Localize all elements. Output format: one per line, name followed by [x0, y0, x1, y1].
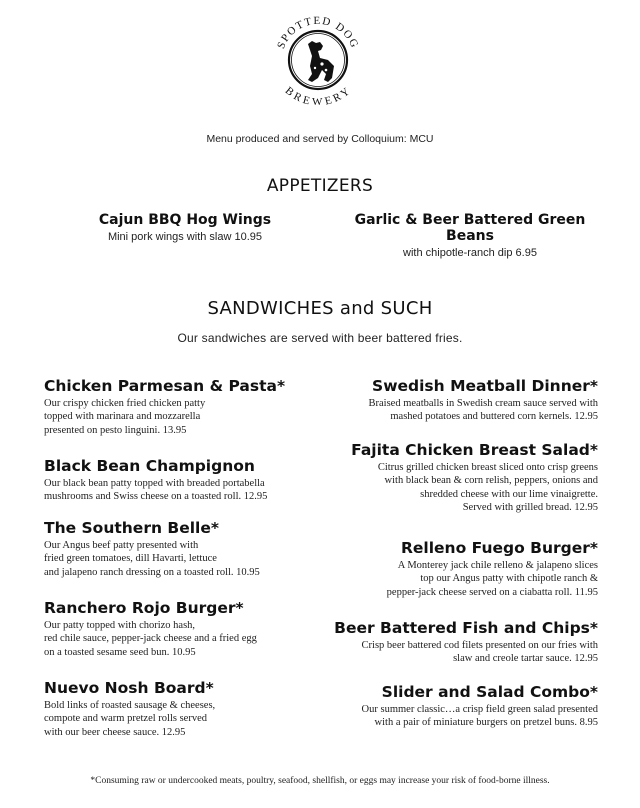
appetizer-name: Garlic & Beer Battered Green Beans: [354, 212, 586, 244]
desc-line: with a pair of miniature burgers on pretzel buns. 8.95: [374, 717, 598, 729]
menu-item-desc: [308, 397, 598, 424]
desc-line: Our summer classic…a crisp field green salad presented: [361, 704, 598, 715]
menu-item: [308, 440, 598, 514]
desc-line: Braised meatballs in Swedish cream sauce served with: [368, 398, 598, 409]
menu-item-desc: [44, 539, 334, 579]
logo-bottom-text: BREWERY: [282, 84, 354, 108]
dog-icon: [308, 41, 334, 82]
menu-item-desc: [44, 397, 334, 437]
appetizer-desc: Mini pork wings with slaw 10.95: [107, 231, 263, 243]
logo-top-text: SPOTTED DOG: [275, 14, 361, 51]
desc-line: mushrooms and Swiss cheese on a toasted roll. 12.95: [44, 491, 268, 503]
appetizer-item: [60, 212, 310, 243]
menu-item: [44, 678, 334, 739]
menu-item-name: Chicken Parmesan & Pasta*: [44, 377, 286, 395]
desc-line: topped with marinara and mozzarella: [44, 411, 201, 423]
menu-item-name: Slider and Salad Combo*: [381, 683, 598, 701]
desc-line: Our black bean patty topped with breaded portabella: [44, 478, 265, 489]
desc-line: with our beer cheese sauce. 12.95: [44, 726, 186, 738]
menu-item-desc: [308, 639, 598, 666]
menu-item: [308, 376, 598, 424]
appetizers-title: APPETIZERS: [266, 176, 374, 196]
desc-line: Our patty topped with chorizo hash,: [44, 620, 196, 631]
desc-line: red chile sauce, pepper-jack cheese and a fried egg: [44, 633, 257, 645]
produced-by-credit: Menu produced and served by Colloquium: MCU: [206, 133, 434, 145]
appetizer-item: [335, 212, 605, 259]
menu-item: [44, 456, 334, 504]
menu-item: [44, 376, 334, 437]
desc-line: compote and warm pretzel rolls served: [44, 713, 207, 725]
menu-item: [308, 538, 598, 599]
appetizer-desc: with chipotle-ranch dip 6.95: [403, 247, 537, 259]
sandwiches-title: SANDWICHES and SUCH: [207, 298, 433, 319]
spotted-dog-brewery-logo: [268, 8, 368, 108]
desc-line: fried green tomatoes, dill Havarti, lettuce: [44, 553, 217, 565]
menu-item-name: Fajita Chicken Breast Salad*: [351, 441, 598, 459]
menu-item: [308, 682, 598, 730]
menu-item-name: The Southern Belle*: [44, 519, 219, 537]
menu-item-name: Beer Battered Fish and Chips*: [334, 619, 598, 637]
desc-line: slaw and creole tartar sauce. 12.95: [453, 653, 598, 665]
desc-line: Crisp beer battered cod filets presented on our fries with: [361, 640, 598, 651]
desc-line: Served with grilled bread. 12.95: [462, 501, 598, 513]
menu-item: [308, 618, 598, 666]
menu-item: [44, 598, 334, 659]
desc-line: shredded cheese with our lime vinaigrette.: [420, 488, 598, 500]
menu-item-desc: [308, 461, 598, 514]
menu-item-name: Relleno Fuego Burger*: [400, 539, 598, 557]
menu-item-desc: [44, 699, 334, 739]
desc-line: Bold links of roasted sausage & cheeses,: [44, 700, 216, 711]
menu-item-desc: [44, 619, 334, 659]
menu-item-desc: [308, 703, 598, 730]
menu-item-name: Nuevo Nosh Board*: [44, 679, 214, 697]
menu-item-desc: [44, 477, 334, 504]
desc-line: A Monterey jack chile relleno & jalapeno slices: [397, 560, 598, 571]
sandwiches-subtitle: Our sandwiches are served with beer battered fries.: [177, 331, 463, 345]
food-safety-disclaimer: *Consuming raw or undercooked meats, poultry, seafood, shellfish, or eggs may increase your risk of food-borne illness.: [90, 776, 550, 786]
desc-line: Our crispy chicken fried chicken patty: [44, 398, 206, 409]
desc-line: and jalapeno ranch dressing on a toasted roll. 10.95: [44, 566, 260, 578]
menu-item: [44, 518, 334, 579]
appetizer-name: Cajun BBQ Hog Wings: [98, 212, 272, 228]
menu-item-name: Ranchero Rojo Burger*: [44, 599, 244, 617]
desc-line: Our Angus beef patty presented with: [44, 540, 199, 551]
desc-line: mashed potatoes and buttered corn kernels. 12.95: [390, 411, 598, 423]
desc-line: presented on pesto linguini. 13.95: [44, 424, 187, 436]
desc-line: Citrus grilled chicken breast sliced onto crisp greens: [377, 462, 598, 473]
desc-line: with black bean & corn relish, peppers, onions and: [384, 475, 598, 487]
menu-item-name: Black Bean Champignon: [44, 457, 255, 475]
desc-line: top our Angus patty with chipotle ranch &: [420, 573, 598, 585]
desc-line: on a toasted sesame seed bun. 10.95: [44, 646, 196, 658]
desc-line: pepper-jack cheese served on a ciabatta roll. 11.95: [386, 586, 598, 598]
menu-item-desc: [308, 559, 598, 599]
menu-item-name: Swedish Meatball Dinner*: [372, 377, 598, 395]
